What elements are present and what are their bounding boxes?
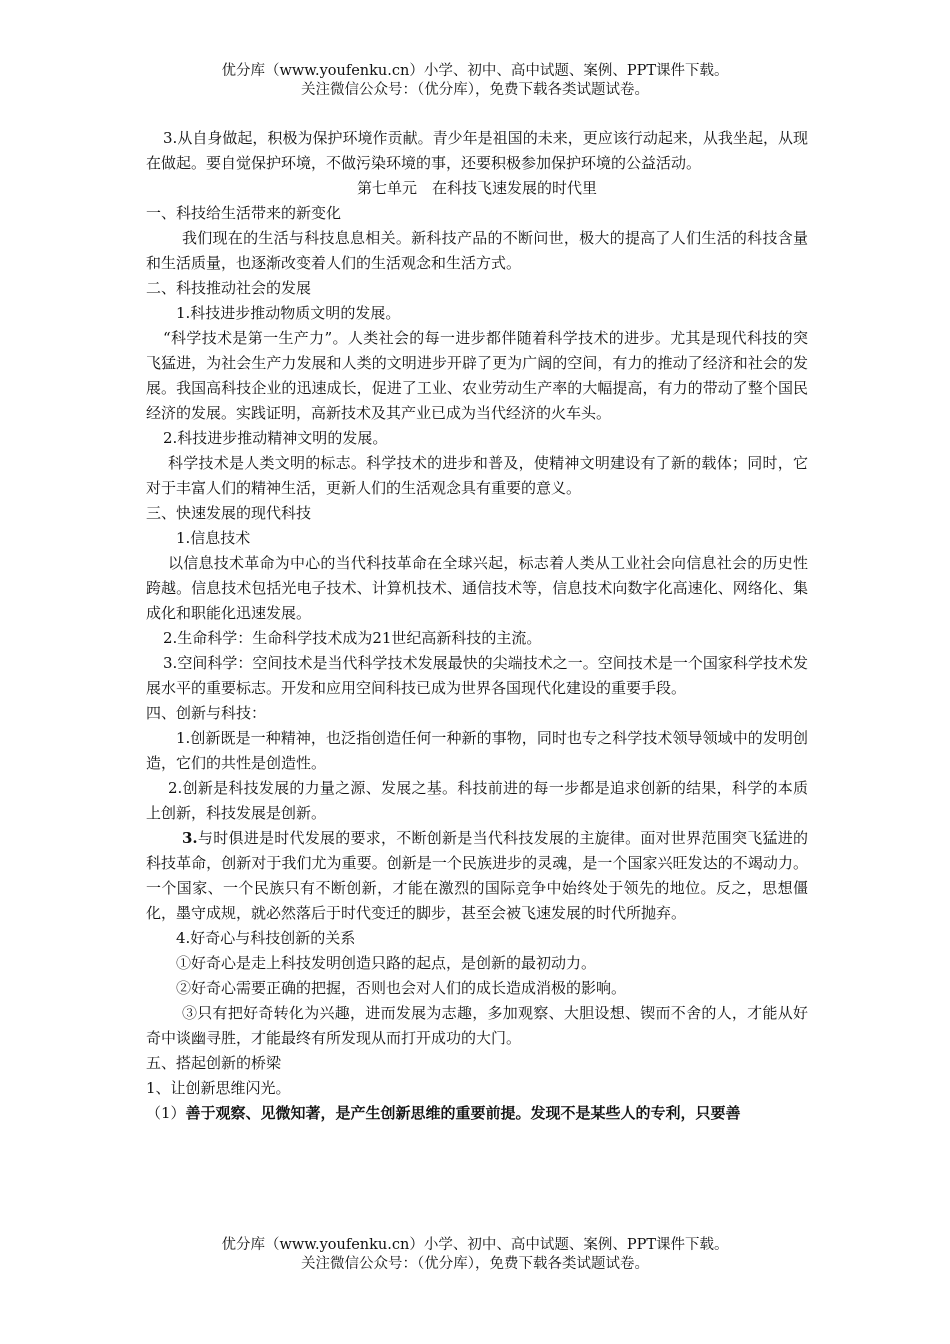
- paragraph-5-1: [146, 1101, 808, 1126]
- paragraph-environment: 3.从自身做起，积极为保护环境作贡献。青少年是祖国的未来，更应该行动起来，从我坐起，从现在做起。要自觉保护环境，不做污染环境的事，还要积极参加保护环境的公益活动。: [146, 129, 808, 172]
- item-4-4-a: ①好奇心是走上科技发明创造只路的起点，是创新的最初动力。: [176, 954, 597, 972]
- item-4-4-b: ②好奇心需要正确的把握，否则也会对人们的成长造成消极的影响。: [176, 979, 627, 997]
- item-4-1: 1.创新既是一种精神，也泛指创造任何一种新的事物，同时也专之科学技术领导领域中的发明创造，它们的共性是创造性。: [146, 729, 808, 772]
- item-4-3: [146, 826, 808, 926]
- subheading-2-2: 2.科技进步推动精神文明的发展。: [163, 429, 388, 447]
- paragraph-1: 我们现在的生活与科技息息相关。新科技产品的不断问世，极大的提高了人们生活的科技含量和生活质量，也逐渐改变着人们的生活观念和生活方式。: [146, 229, 808, 272]
- header-line-1: 优分库（www.youfenku.cn）小学、初中、高中试题、案例、PPT课件下载。: [221, 63, 729, 79]
- unit-title: 第七单元 在科技飞速发展的时代里: [356, 179, 597, 197]
- paragraph-5-1-number: （1）: [146, 1104, 186, 1122]
- subheading-3-1: 1.信息技术: [176, 529, 251, 547]
- section-heading-5: 五、搭起创新的桥梁: [146, 1054, 282, 1072]
- page-footer: [0, 1236, 950, 1274]
- paragraph-5-1-text: 善于观察、见微知著，是产生创新思维的重要前提。发现不是某些人的专利，只要善: [185, 1104, 741, 1122]
- footer-line-1: 优分库（www.youfenku.cn）小学、初中、高中试题、案例、PPT课件下载。: [221, 1237, 729, 1253]
- footer-line-2: 关注微信公众号：（优分库），免费下载各类试题试卷。: [301, 1256, 649, 1272]
- document-body: [146, 126, 808, 1126]
- item-3-2: 2.生命科学：生命科学技术成为21世纪高新科技的主流。: [163, 629, 542, 647]
- paragraph-2-2: 科学技术是人类文明的标志。科学技术的进步和普及，使精神文明建设有了新的载体；同时，它对于丰富人们的精神生活，更新人们的生活观念具有重要的意义。: [146, 454, 808, 497]
- subheading-5-1: 1、让创新思维闪光。: [146, 1079, 291, 1097]
- subheading-4-4: 4.好奇心与科技创新的关系: [176, 929, 356, 947]
- section-heading-4: 四、创新与科技：: [146, 704, 267, 722]
- item-4-3-text: 与时俱进是时代发展的要求，不断创新是当代科技发展的主旋律。面对世界范围突飞猛进的科技革命，创新对于我们尤为重要。创新是一个民族进步的灵魂，是一个国家兴旺发达的不竭动力。一个国家、一个民族只有不断创新，才能在激烈的国际竞争中始终处于领先的地位。反之，思想僵化，墨守成规，就必然落后于时代变迁的脚步，甚至会被飞速发展的时代所抛弃。: [146, 829, 808, 922]
- paragraph-2-1: “科学技术是第一生产力”。人类社会的每一进步都伴随着科学技术的进步。尤其是现代科技的突飞猛进，为社会生产力发展和人类的文明进步开辟了更为广阔的空间，有力的推动了经济和社会的发展。我国高科技企业的迅速成长，促进了工业、农业劳动生产率的大幅提高，有力的带动了整个国民经济的发展。实践证明，高新技术及其产业已成为当代经济的火车头。: [146, 329, 808, 422]
- item-4-4-c: ③只有把好奇转化为兴趣，进而发展为志趣，多加观察、大胆设想、锲而不舍的人，才能从好奇中谈幽寻胜，才能最终有所发现从而打开成功的大门。: [146, 1004, 808, 1047]
- item-4-3-number: 3.: [182, 829, 198, 847]
- section-heading-1: 一、科技给生活带来的新变化: [146, 204, 342, 222]
- subheading-2-1: 1.科技进步推动物质文明的发展。: [176, 304, 401, 322]
- item-4-2: 2.创新是科技发展的力量之源、发展之基。科技前进的每一步都是追求创新的结果，科学的本质上创新，科技发展是创新。: [146, 779, 808, 822]
- section-heading-3: 三、快速发展的现代科技: [146, 504, 312, 522]
- paragraph-3-1: 以信息技术革命为中心的当代科技革命在全球兴起，标志着人类从工业社会向信息社会的历史性跨越。信息技术包括光电子技术、计算机技术、通信技术等，信息技术向数字化高速化、网络化、集成化和职能化迅速发展。: [146, 554, 808, 622]
- item-3-3: 3.空间科学：空间技术是当代科学技术发展最快的尖端技术之一。空间技术是一个国家科学技术发展水平的重要标志。开发和应用空间科技已成为世界各国现代化建设的重要手段。: [146, 654, 808, 697]
- section-heading-2: 二、科技推动社会的发展: [146, 279, 312, 297]
- page-header: [0, 62, 950, 100]
- header-line-2: 关注微信公众号：（优分库），免费下载各类试题试卷。: [301, 82, 649, 98]
